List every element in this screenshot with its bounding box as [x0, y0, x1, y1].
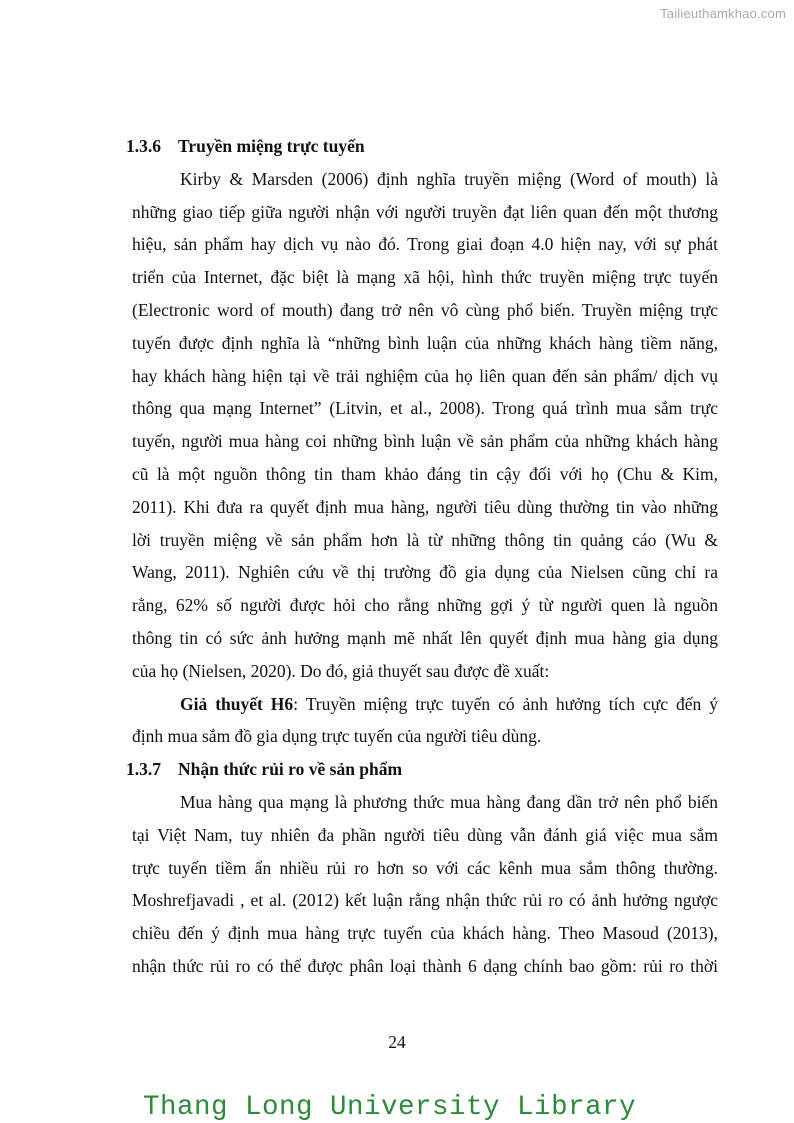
text-line: tại Việt Nam, tuy nhiên đa phần người tiêu dùng vẫn đánh giá việc mua sắm [132, 824, 718, 845]
section-number: 1.3.7 [126, 759, 161, 780]
footer-library-name: Thang Long University Library [143, 1092, 637, 1123]
paragraph-word-of-mouth [132, 163, 718, 688]
text-line: nhận thức rủi ro có thể được phân loại thành 6 dạng chính bao gồm: rủi ro thời [132, 955, 718, 976]
paragraph-perceived-risk [132, 786, 718, 983]
text-line: Moshrefjavadi , et al. (2012) kết luận rằng nhận thức rủi ro có ảnh hưởng ngược [132, 890, 718, 911]
text-line: 2011). Khi đưa ra quyết định mua hàng, người tiêu dùng thường tin vào những [132, 496, 718, 517]
document-body [126, 130, 718, 983]
text-line: thông tin có sức ảnh hưởng mạnh mẽ nhất lên quyết định mua hàng gia dụng [132, 627, 718, 648]
hypothesis-h6 [132, 688, 718, 754]
text-line: trực tuyến tiềm ẩn nhiều rủi ro hơn so với các kênh mua sắm thông thường. [132, 857, 718, 878]
hypothesis-text: : Truyền miệng trực tuyến có ảnh hưởng tích cực đến ý [293, 693, 718, 714]
text-line: triển của Internet, đặc biệt là mạng xã hội, hình thức truyền miệng trực tuyến [132, 267, 718, 288]
section-number: 1.3.6 [126, 136, 161, 156]
text-line: hay khách hàng hiện tại về trải nghiệm của họ liên quan đến sản phẩm/ dịch vụ [132, 365, 718, 386]
text-line: những giao tiếp giữa người nhận với người truyền đạt liên quan đến một thương [132, 201, 718, 222]
text-line: chiều đến ý định mua hàng trực tuyến của khách hàng. Theo Masoud (2013), [132, 923, 718, 944]
hypothesis-label: Giả thuyết H6 [180, 693, 294, 714]
text-line: Mua hàng qua mạng là phương thức mua hàng đang dần trở nên phổ biến [180, 791, 718, 812]
text-line: định mua sắm đồ gia dụng trực tuyến của người tiêu dùng. [132, 726, 542, 747]
text-line: cũ là một nguồn thông tin tham khảo đáng tin cậy đối với họ (Chu & Kim, [132, 463, 718, 484]
page-number: 24 [388, 1032, 406, 1052]
text-line: Wang, 2011). Nghiên cứu về thị trường đồ gia dụng của Nielsen cũng chỉ ra [132, 562, 718, 583]
text-line: rằng, 62% số người được hỏi cho rằng những gợi ý từ người quen là nguồn [132, 595, 718, 616]
section-heading-1-3-6 [126, 130, 718, 163]
text-line: của họ (Nielsen, 2020). Do đó, giả thuyết sau được đề xuất: [132, 660, 550, 681]
section-title: Truyền miệng trực tuyến [178, 136, 365, 156]
text-line: tuyến được định nghĩa là “những bình luận của những khách hàng tiềm năng, [132, 332, 718, 353]
watermark-text: Tailieuthamkhao.com [660, 6, 786, 21]
section-heading-1-3-7 [126, 753, 718, 786]
text-line: (Electronic word of mouth) đang trở nên vô cùng phổ biến. Truyền miệng trực [132, 299, 718, 320]
text-line: tuyến, người mua hàng coi những bình luận về sản phẩm của những khách hàng [132, 431, 718, 452]
text-line [132, 688, 718, 721]
text-line: thông qua mạng Internet” (Litvin, et al., 2008). Trong quá trình mua sắm trực [132, 398, 718, 419]
text-line: Kirby & Marsden (2006) định nghĩa truyền miệng (Word of mouth) là [180, 168, 718, 189]
text-line: hiệu, sản phẩm hay dịch vụ nào đó. Trong giai đoạn 4.0 hiện nay, với sự phát [132, 234, 718, 255]
section-title: Nhận thức rủi ro về sản phẩm [178, 759, 403, 780]
text-line: lời truyền miệng về sản phẩm hơn là từ những thông tin quảng cáo (Wu & [132, 529, 718, 550]
